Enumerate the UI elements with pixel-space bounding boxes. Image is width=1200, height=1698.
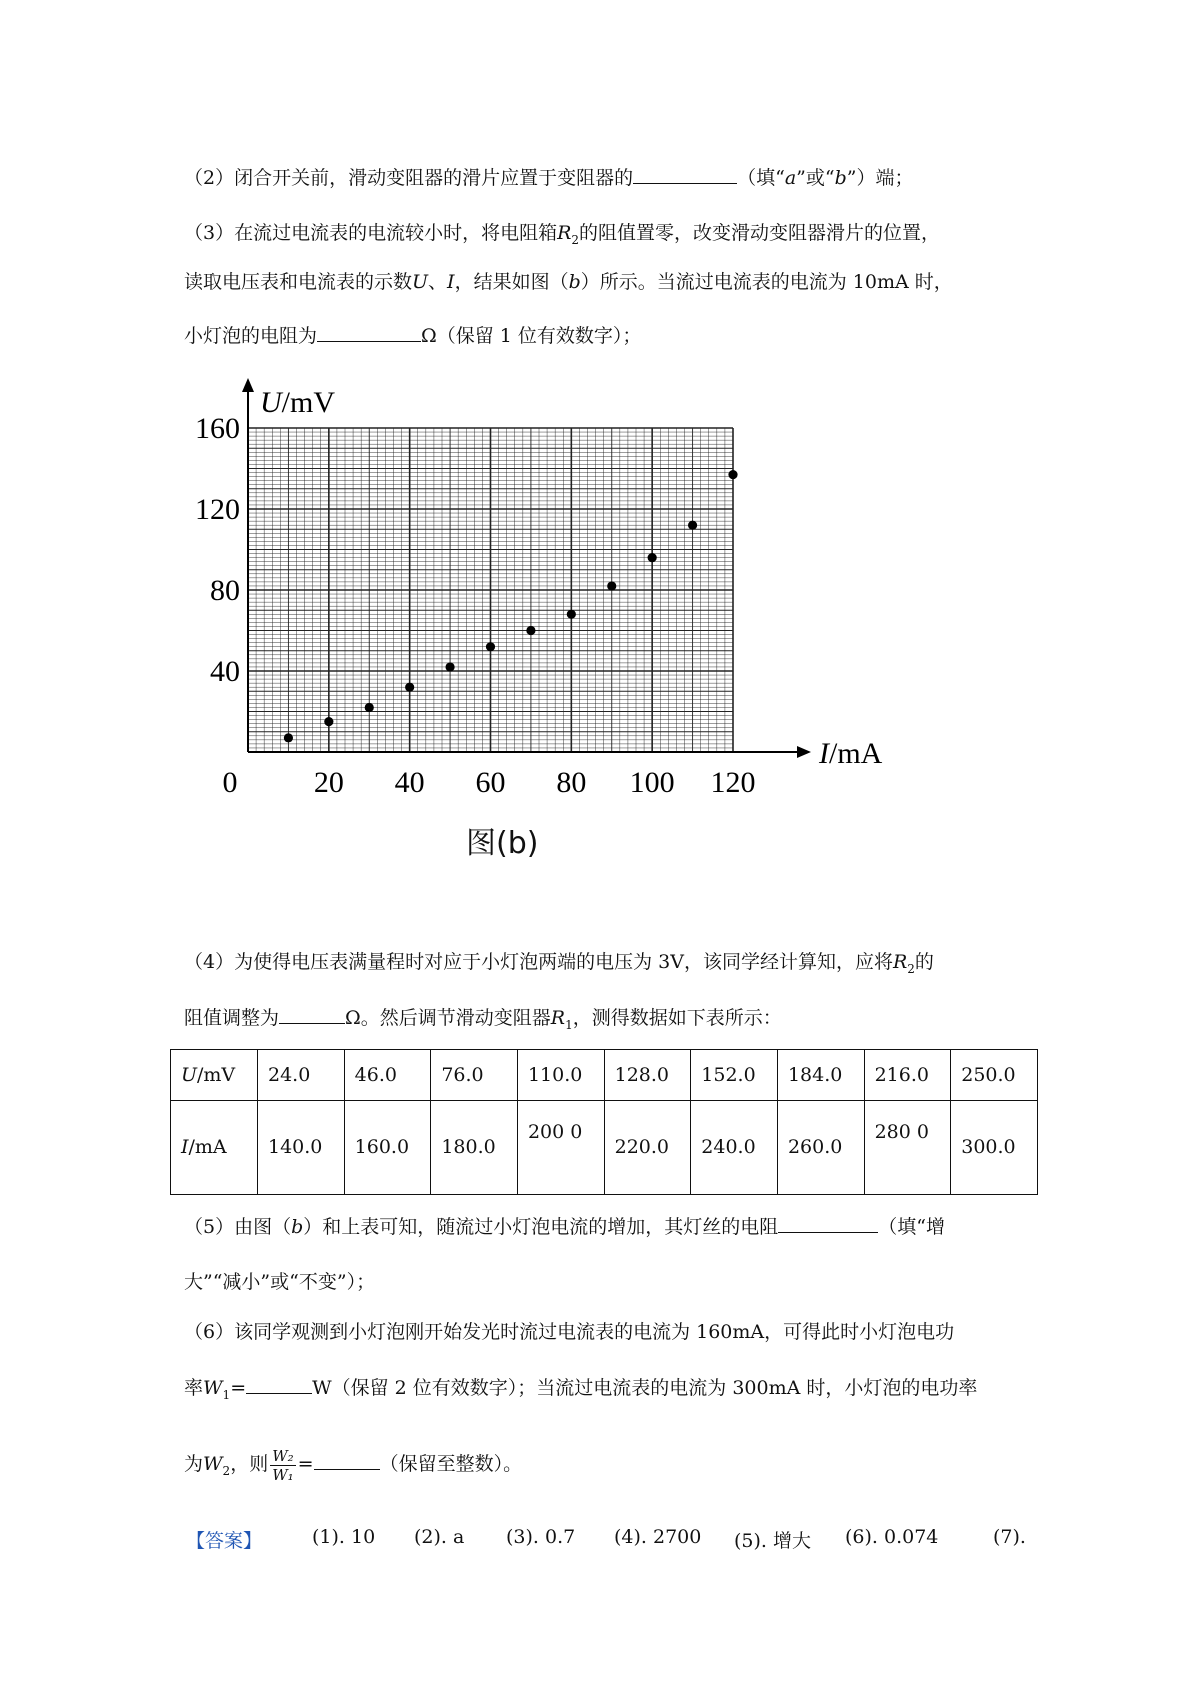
y-tick-label: 40 (210, 655, 240, 688)
table-cell: 200 0 (517, 1100, 604, 1194)
u-i-scatter-chart (170, 372, 883, 799)
table-cell: 128.0 (604, 1050, 691, 1101)
y-tick-label: 80 (210, 574, 240, 607)
question-6-line-3: 为$W_2$，则 $\frac{\text{W₂}}{\text{W₁}}$ = （保留至整数）。 (184, 1446, 523, 1484)
question-5-line-1: （5）由图（b）和上表可知，随流过小灯泡电流的增加，其灯丝的电阻 （填“增 (184, 1216, 945, 1238)
y-axis-label: U/mV (260, 386, 336, 419)
table-cell: 152.0 (691, 1050, 778, 1101)
data-point (648, 553, 657, 562)
x-tick-label: 60 (475, 766, 506, 799)
data-table (170, 1049, 1038, 1195)
x-tick-label: 40 (394, 766, 425, 799)
table-cell: 24.0 (258, 1050, 345, 1101)
question-5-line-2: 大”“减小”或“不变”）； (184, 1271, 376, 1293)
question-4-line-2: 阻值调整为 Ω。然后调节滑动变阻器$R_1$，测得数据如下表所示： (184, 1007, 782, 1032)
y-tick-label: 160 (195, 412, 240, 445)
x-axis-label: I/mA (819, 737, 883, 770)
table-cell: 160.0 (344, 1100, 431, 1194)
table-cell: 140.0 (258, 1100, 345, 1194)
question-6-line-2: 率$W_1= W$（保留 2 位有效数字）；当流过电流表的电流为 300mA 时，小灯泡的电功率 (184, 1377, 978, 1402)
answer-blank (246, 1375, 312, 1394)
data-point (567, 610, 576, 619)
answer-item: (3). 0.7 (506, 1526, 576, 1548)
data-point (607, 581, 616, 590)
table-cell: 184.0 (777, 1050, 864, 1101)
table-cell: 110.0 (517, 1050, 604, 1101)
table-row-label: U/mV (171, 1050, 258, 1101)
table-row-label: I/mA (171, 1100, 258, 1194)
table-cell: 260.0 (777, 1100, 864, 1194)
data-point (688, 521, 697, 530)
question-2: （2）闭合开关前，滑动变阻器的滑片应置于变阻器的 （填“a”或“b”）端； (184, 167, 914, 189)
data-point (728, 470, 737, 479)
data-point (365, 703, 374, 712)
x-axis-arrow (797, 746, 811, 758)
x-tick-label: 100 (629, 766, 675, 799)
answer-item: (5). 增大 (734, 1530, 811, 1552)
table-cell: 250.0 (951, 1050, 1038, 1101)
table-cell: 180.0 (431, 1100, 518, 1194)
chart-grid (248, 428, 733, 752)
x-tick-label: 80 (556, 766, 587, 799)
table-cell: 220.0 (604, 1100, 691, 1194)
table-cell: 240.0 (691, 1100, 778, 1194)
table-cell: 46.0 (344, 1050, 431, 1101)
answer-item: (4). 2700 (614, 1526, 702, 1548)
data-point (445, 662, 454, 671)
table-cell: 280 0 (864, 1100, 951, 1194)
answer-item: (7). (993, 1526, 1026, 1548)
power-ratio-fraction: $\frac{\text{W₂}}{\text{W₁}}$ (272, 1446, 294, 1484)
data-point (526, 626, 535, 635)
answer-item: (1). 10 (312, 1526, 376, 1548)
answer-item: (2). a (414, 1526, 465, 1548)
table-cell: 216.0 (864, 1050, 951, 1101)
x-tick-label: 20 (313, 766, 344, 799)
x-tick-label: 120 (710, 766, 756, 799)
table-cell: 76.0 (431, 1050, 518, 1101)
question-4-line-1: （4）为使得电压表满量程时对应于小灯泡两端的电压为 3V，该同学经计算知，应将$R_2$的 (184, 951, 934, 976)
y-tick-label: 120 (195, 493, 240, 526)
question-3-line-2: 读取电压表和电流表的示数U、I，结果如图（b）所示。当流过电流表的电流为 10mA 时， (184, 271, 953, 293)
data-point (486, 642, 495, 651)
answer-blank (279, 1005, 345, 1024)
data-point (284, 733, 293, 742)
answer-blank (314, 1451, 380, 1470)
table-cell: 300.0 (951, 1100, 1038, 1194)
answer-blank (317, 323, 421, 342)
table-row-voltage (171, 1050, 1038, 1101)
x-tick-label: 0 (222, 766, 238, 799)
answer-blank (633, 165, 737, 184)
figure-caption: 图(b) (466, 826, 539, 861)
question-3-line-3: 小灯泡的电阻为 Ω（保留 1 位有效数字）； (184, 325, 642, 347)
table-row-current (171, 1100, 1038, 1194)
answer-blank (778, 1214, 878, 1233)
data-point (405, 683, 414, 692)
y-axis-arrow (242, 378, 254, 392)
answer-tag: 【答案】 (186, 1530, 263, 1552)
question-3-line-1: （3）在流过电流表的电流较小时，将电阻箱$R_2$的阻值置零，改变滑动变阻器滑片的位置， (184, 222, 941, 247)
data-point (324, 717, 333, 726)
answer-item: (6). 0.074 (845, 1526, 939, 1548)
question-6-line-1: （6）该同学观测到小灯泡刚开始发光时流过电流表的电流为 160mA，可得此时小灯泡电功 (184, 1321, 955, 1343)
